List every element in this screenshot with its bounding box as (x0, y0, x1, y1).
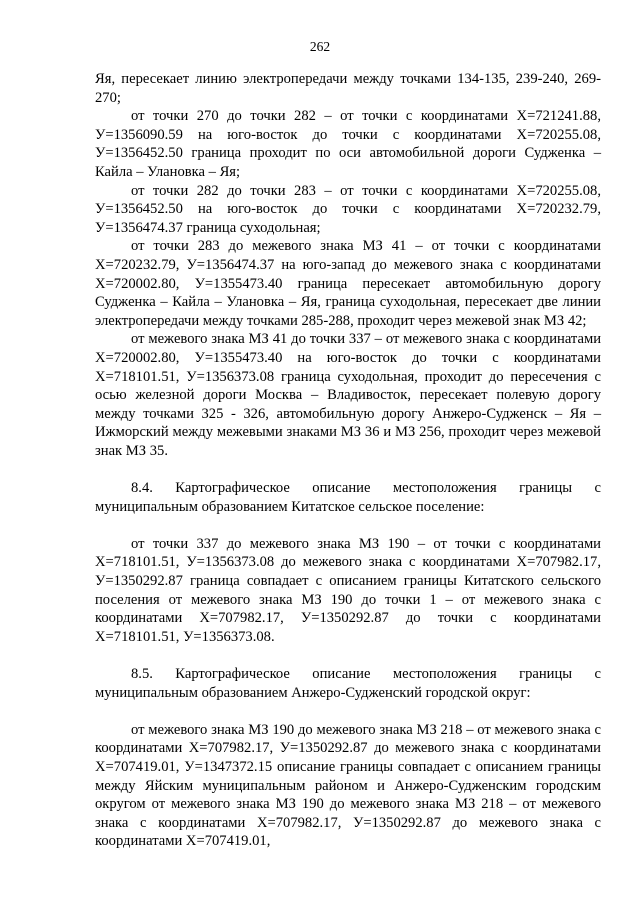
paragraph: от точки 337 до межевого знака МЗ 190 – от точки с координатами X=718101.51, У=1356373.08 до межевого знака с координатами X=707982.17, У=1350292.87 граница совпадает с описанием границы Китатского сельского поселения от межевого знака МЗ 190 до точки 1 – от межевого знака с координатами X=707982.17, У=1350292.87 до точки с координатами X=718101.51, У=1356373.08. (95, 535, 601, 645)
paragraph: от точки 283 до межевого знака МЗ 41 – от точки с координатами X=720232.79, У=1356474.37 на юго-запад до межевого знака с координатами X=720002.80, У=1355473.40 граница пересекает автомобильную дорогу Судженка – Кайла – Улановка – Яя, граница суходольная, пересекает две линии электропередачи между точками 285-288, проходит через межевой знак МЗ 42; (95, 238, 601, 329)
page-number: 262 (309, 39, 331, 54)
paragraph: от межевого знака МЗ 41 до точки 337 – от межевого знака с координатами X=720002.80, У=1355473.40 на юго-восток до точки с координатами X=718101.51, У=1356373.08 граница суходольная, проходит до пересечения с осью железной дороги Москва – Владивосток, пересекает полевую дорогу между точками 325 - 326, автомобильную дорогу Анжеро-Судженск – Яя – Ижморский между межевыми знаками МЗ 36 и МЗ 256, проходит через межевой знак МЗ 35. (95, 331, 601, 459)
paragraph: от межевого знака МЗ 190 до межевого знака МЗ 218 – от межевого знака с координатами X=707982.17, У=1350292.87 до межевого знака с координатами X=707419.01, У=1347372.15 описание границы совпадает с описанием границы между Яйским муниципальным районом и Анжеро-Судженским городским округом от межевого знака МЗ 190 до межевого знака МЗ 218 – от межевого знака с координатами X=707982.17, У=1350292.87 до межевого знака с координатами X=707419.01, (95, 721, 601, 850)
paragraph: от точки 270 до точки 282 – от точки с координатами X=721241.88, У=1356090.59 на юго-восток до точки с координатами X=720255.08, У=1356452.50 граница проходит по оси автомобильной дороги Судженка – Кайла – Улановка – Яя; (95, 108, 601, 180)
section-heading-8-5: 8.5. Картографическое описание местоположения границы с муниципальным образованием Анжеро-Судженский городской округ: (95, 666, 601, 701)
paragraph-continuation: Яя, пересекает линию электропередачи между точками 134-135, 239-240, 269-270; (95, 71, 601, 106)
spacer (95, 702, 601, 721)
paragraph: от точки 282 до точки 283 – от точки с координатами X=720255.08, У=1356452.50 на юго-восток до точки с координатами X=720232.79, У=1356474.37 граница суходольная; (95, 182, 601, 236)
section-heading-8-4: 8.4. Картографическое описание местоположения границы с муниципальным образованием Китатское сельское поселение: (95, 480, 601, 515)
spacer (95, 646, 601, 665)
page-content (95, 70, 601, 851)
spacer (95, 516, 601, 535)
spacer (95, 460, 601, 479)
